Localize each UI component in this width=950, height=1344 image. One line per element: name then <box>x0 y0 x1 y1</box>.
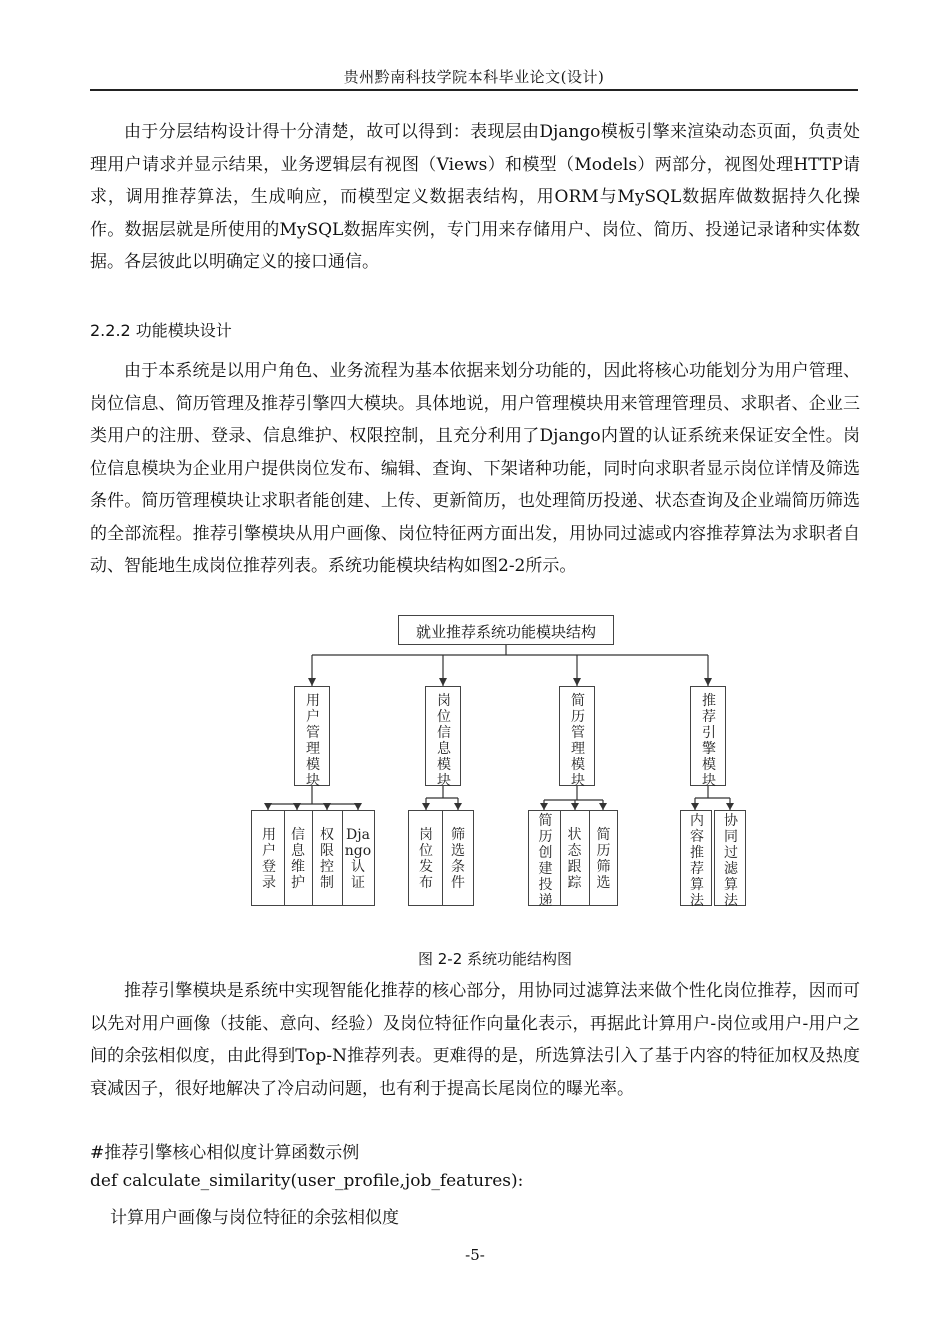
page-header: 贵州黔南科技学院本科毕业论文(设计) <box>343 68 605 86</box>
child-label: 用 户 登 录 <box>262 827 276 891</box>
module-label: 简 历 管 理 模 块 <box>571 693 585 789</box>
paragraph-text: 由于本系统是以用户角色、业务流程为基本依据来划分功能的，因此将核心功能划分为用户管理、岗位信息、简历管理及推荐引擎四大模块。具体地说，用户管理模块用来管理管理员、求职者、企业三类用户的注册、登录、信息维护、权限控制，且充分利用了Django内置的认证系统来保证安全性。岗位信息模块为企业用户提供岗位发布、编辑、查询、下架诸种功能，同时向求职者显示岗位详情及筛选条件。简历管理模块让求职者能创建、上传、更新简历，也处理简历投递、状态查询及企业端简历筛选的全部流程。推荐引擎模块从用户画像、岗位特征两方面出发，用协同过滤或内容推荐算法为求职者自动、智能地生成岗位推荐列表。系统功能模块结构如图2-2所示。 <box>90 361 860 576</box>
code-docline: 计算用户画像与岗位特征的余弦相似度 <box>110 1208 399 1228</box>
figure-caption: 图 2-2 系统功能结构图 <box>417 950 573 968</box>
code-signature: def calculate_similarity(user_profile,job_features): <box>90 1171 524 1191</box>
child-label: Dja ngo 认 证 <box>344 827 372 891</box>
diagram-root-label: 就业推荐系统功能模块结构 <box>415 623 596 641</box>
child-label: 简 历 创 建 投 递 <box>538 813 553 909</box>
children-group-user <box>251 810 375 906</box>
child-label: 筛 选 条 件 <box>451 827 465 891</box>
code-comment: #推荐引擎核心相似度计算函数示例 <box>90 1143 360 1163</box>
paragraph-text: 由于分层结构设计得十分清楚，故可以得到：表现层由Django模板引擎来渲染动态页面，负责处理用户请求并显示结果，业务逻辑层有视图（Views）和模型（Models）两部分，视图处理HTTP请求，调用推荐算法，生成响应，而模型定义数据表结构，用ORM与MySQL数据库做数据持久化操作。数据层就是所使用的MySQL数据库实例，专门用来存储用户、岗位、简历、投递记录诸种实体数据。各层彼此以明确定义的接口通信。 <box>90 122 860 272</box>
children-group-resume <box>528 810 618 909</box>
child-label: 内 容 推 荐 算 法 <box>690 813 704 909</box>
child-box-collaborative-filter <box>714 810 746 909</box>
module-label: 推 荐 引 擎 模 块 <box>702 693 716 789</box>
child-label: 岗 位 发 布 <box>419 827 433 891</box>
child-label: 状 态 跟 踪 <box>567 827 582 891</box>
child-label: 协 同 过 滤 算 法 <box>724 813 738 909</box>
section-heading: 2.2.2 功能模块设计 <box>90 321 232 340</box>
diagram-root-box <box>398 615 614 645</box>
module-box-resume-management <box>559 686 595 789</box>
module-label: 岗 位 信 息 模 块 <box>437 693 451 789</box>
module-label: 用 户 管 理 模 块 <box>306 693 320 789</box>
paragraph-recommend-engine <box>90 975 860 1105</box>
children-group-job <box>408 810 474 906</box>
child-label: 信 息 维 护 <box>291 827 305 891</box>
paragraph-text: 推荐引擎模块是系统中实现智能化推荐的核心部分，用协同过滤算法来做个性化岗位推荐，因而可以先对用户画像（技能、意向、经验）及岗位特征作向量化表示，再据此计算用户-岗位或用户-用户之间的余弦相似度，由此得到Top-N推荐列表。更难得的是，所选算法引入了基于内容的特征加权及热度衰减因子，很好地解决了冷启动问题，也有利于提高长尾岗位的曝光率。 <box>90 981 860 1099</box>
child-label: 权 限 控 制 <box>320 827 334 891</box>
module-box-user-management <box>294 686 330 789</box>
module-box-recommend-engine <box>690 686 726 789</box>
module-box-job-info <box>425 686 461 789</box>
page-number: -5- <box>465 1246 485 1264</box>
child-label: 简 历 筛 选 <box>596 827 611 891</box>
child-box-content-recommend <box>680 810 712 909</box>
